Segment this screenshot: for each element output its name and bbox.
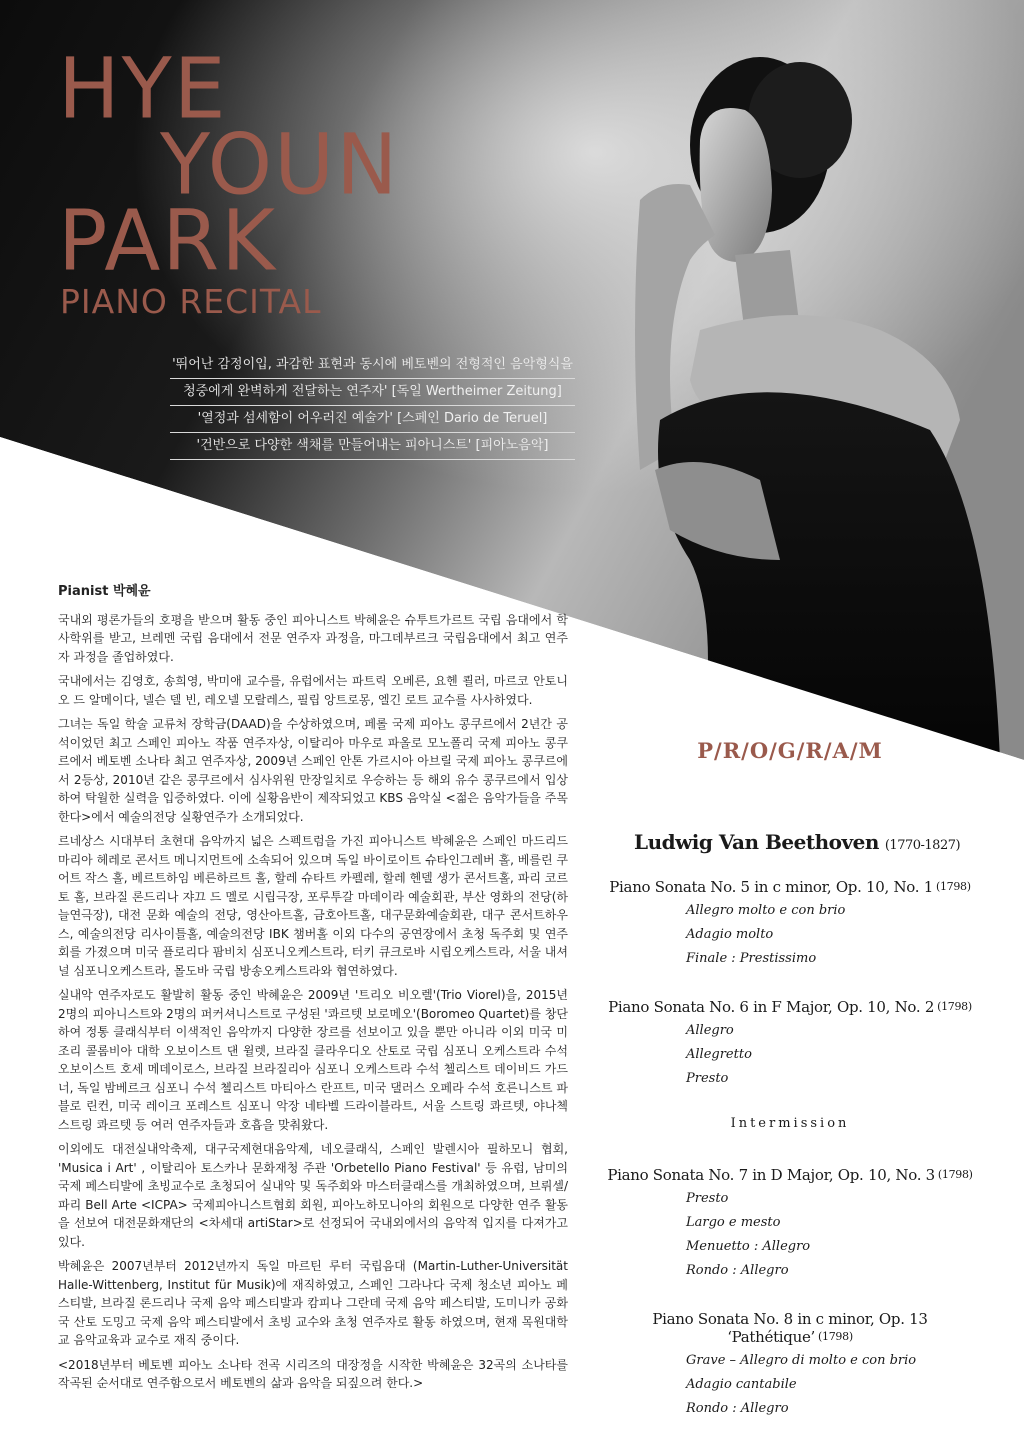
composer xyxy=(634,830,960,854)
movement: Allegretto xyxy=(686,1047,752,1062)
bio-paragraph: 박혜윤은 2007년부터 2012년까지 독일 마르틴 루터 국립음대 (Martin-Luther-Universität Halle-Wittenberg, Institut für Musik)에 재직하였고, 스페인 그라나다 국제 청소년 피아노 페스티발, 브라질 론드리나 국제 음악 페스티발과 캄피나 그란데 국제 음악 페스티발, 도미니카 공화국 산토 도밍고 국제 음악 페스티발에서 초빙 교수와 초청 연주자로 활동 하였으며, 현재 목원대학교 음악교육과 교수로 재직 중이다. xyxy=(58,1259,568,1347)
press-quote: '열정과 섬세함이 어우러진 예술가' [스페인 Dario de Teruel] xyxy=(170,406,575,433)
movement: Grave – Allegro di molto e con brio xyxy=(686,1353,917,1368)
piece-title: Piano Sonata No. 7 in D Major, Op. 10, No. 3 xyxy=(607,1166,935,1184)
movement: Allegro molto e con brio xyxy=(686,903,846,918)
biography xyxy=(58,583,568,1399)
movement: Largo e mesto xyxy=(686,1215,781,1230)
title-line-hye: HYE xyxy=(58,41,228,138)
bio-paragraph: 국내에서는 김영호, 송희영, 박미애 교수를, 유럽에서는 파트릭 오베른, 요헨 쾰러, 마르코 안토니오 드 알메이다, 넬슨 델 빈, 레오넬 모랄레스, 필립 앙트로몽, 엘긴 로트 교수를 사사하였다. xyxy=(58,674,568,707)
piece-year: (1798) xyxy=(935,880,971,893)
movement: Allegro xyxy=(686,1023,734,1038)
intermission-label: Intermission xyxy=(730,1116,850,1131)
composer-name: Ludwig Van Beethoven xyxy=(634,830,879,854)
program-title: P/R/O/G/R/A/M xyxy=(697,738,883,763)
piece-year: (1798) xyxy=(937,1000,972,1013)
movement: Presto xyxy=(686,1071,729,1086)
press-quote: '건반으로 다양한 색채를 만들어내는 피아니스트' [피아노음악] xyxy=(170,433,575,460)
bio-paragraph: 르네상스 시대부터 초현대 음악까지 넓은 스펙트럼을 가진 피아니스트 박혜윤은 스페인 마드리드 마리아 헤레로 콘서트 메니지먼트에 소속되어 있으며 독일 바이로이트 슈타인그레버 홀, 베를린 쿠어트 작스 홀, 베르트하임 베른하르트 홀, 할레 슈타트 카펠레, 할레 헨델 생가 콘서트홀, 파리 코르토 홀, 브라질 론드리나 쟈끄 드 멜로 시립극장, 포루투갈 마데이라 예술회관, 부산 영화의 전당(하늘연극장), 대전 문화 예술의 전당, 영산아트홀, 금호아트홀, 대구문화예술회관, 대구 콘서트하우스, 예술의전당 리사이틀홀, 예술의전당 IBK 챔버홀 이외 다수의 공연장에서 초청 독주회 및 연주회를 가졌으며 미국 플로리다 팜비치 심포니오케스트라, 터키 큐크로바 시립오케스트라, 서울 내셔널 심포니오케스트라, 몰도바 국립 방송오케스트라와 협연하였다. xyxy=(58,834,568,978)
bio-paragraph: 실내악 연주자로도 활발히 활동 중인 박혜윤은 2009년 '트리오 비오렐'(Trio Viorel)을, 2015년 2명의 피아니스트와 2명의 퍼커셔니스트로 구성된 '콰르텟 보로메오'(Boromeo Quartet)를 창단하여 정통 클래식부터 이색적인 음악까지 다양한 장르를 선보이고 있을 뿐만 아니라 이외 미국 미조리 콜롬비아 대학 오보이스트 댄 윌렛, 브라질 클라우디오 산토로 국립 심포니 오케스트라 수석 오보이스트 호세 메데이로스, 브라질 브라질리아 심포니 오케스트라 수석 첼리스트 데이비드 가드너, 독일 밤베르크 심포니 수석 첼리스트 마티아스 란프트, 미국 댈러스 오페라 수석 호른니스트 파블로 린컨, 미국 레이크 포레스트 심포니 악장 네타벨 드라이블라트, 서울 스트링 콰르텟, 야나첵 스트링 콰르텟 등 여러 연주자들과 호흡을 맞춰왔다. xyxy=(58,988,568,1132)
program-piece xyxy=(590,1310,990,1421)
title-line-youn: YOUN xyxy=(160,117,400,214)
bio-heading: Pianist 박혜윤 xyxy=(58,584,151,599)
piece-year: (1798) xyxy=(818,1330,853,1343)
movement: Rondo : Allegro xyxy=(686,1401,789,1416)
bio-paragraph: <2018년부터 베토벤 피아노 소나타 전곡 시리즈의 대장정을 시작한 박혜윤은 32곡의 소나타를 작곡된 순서대로 연주함으로서 베토벤의 삶과 음악을 되짚으려 한다.> xyxy=(58,1357,568,1390)
piece-year: (1798) xyxy=(937,1168,973,1181)
movement: Adagio cantabile xyxy=(686,1377,797,1392)
program-piece xyxy=(590,1166,990,1283)
movement: Presto xyxy=(686,1191,729,1206)
title-line-park: PARK xyxy=(58,193,278,290)
movement: Menuetto : Allegro xyxy=(686,1239,811,1254)
program-piece xyxy=(590,998,990,1091)
movement: Rondo : Allegro xyxy=(686,1263,789,1278)
movement: Adagio molto xyxy=(686,927,774,942)
press-quote: 청중에게 완벽하게 전달하는 연주자' [독일 Wertheimer Zeitung] xyxy=(170,379,575,406)
piece-title: Piano Sonata No. 5 in c minor, Op. 10, No. 1 xyxy=(609,878,933,896)
press-quote: '뛰어난 감정이입, 과감한 표현과 동시에 베토벤의 전형적인 음악형식을 xyxy=(170,352,575,379)
bio-paragraph: 그녀는 독일 학술 교류처 장학금(DAAD)을 수상하였으며, 페롤 국제 피아노 콩쿠르에서 2년간 공석이었던 최고 스페인 피아노 작품 연주자상, 이탈리아 마우로 파올로 모노폴리 국제 피아노 콩쿠르에서 베토벤 소나타 최고 연주자상, 2009년 스페인 안톤 가르시아 아브릴 국제 피아노 콩쿠르에서 2등상, 2010년 같은 콩쿠르에서 심사위원 만장일치로 우승하는 등 해외 유수 콩쿠르에서 입상하여 탁월한 실력을 입증하였다. 이에 실황음반이 제작되었고 KBS 음악실 <젊은 음악가들을 주목한다>에서 예술의전당 실황연주가 소개되었다. xyxy=(58,717,568,824)
recital-title xyxy=(58,41,400,321)
bio-paragraph: 이외에도 대전실내악축제, 대구국제현대음악제, 네오클래식, 스페인 발렌시아 필하모니 협회, 'Musica i Art' , 이탈리아 토스카나 문화재청 주관 'Orbetello Piano Festival' 등 유럽, 남미의 국제 페스티발에 초빙교수로 초청되어 실내악 및 독주회와 마스터클래스를 개최하였으며, 브뤼셀/파리 Bell Arte <ICPA> 국제피아니스트협회 회원, 피아노하모니아의 회원으로 다양한 연주 활동을 선보여 대전문화재단의 <차세대 artiStar>로 선정되어 국내외에서의 음악적 입지를 다져가고 있다. xyxy=(58,1142,568,1249)
movement: Finale : Prestissimo xyxy=(686,951,817,966)
piece-title: Piano Sonata No. 6 in F Major, Op. 10, No. 2 xyxy=(608,998,935,1016)
recital-subtitle: PIANO RECITAL xyxy=(60,282,322,321)
program-piece xyxy=(590,878,990,971)
press-quotes xyxy=(170,352,575,460)
composer-years: (1770-1827) xyxy=(884,838,961,853)
bio-paragraph: 국내외 평론가들의 호평을 받으며 활동 중인 피아니스트 박혜윤은 슈투트가르트 국립 음대에서 학사학위를 받고, 브레멘 국립 음대에서 전문 연주자 과정을, 마그데부르크 국립음대에서 최고 연주자 과정을 졸업하였다. xyxy=(58,612,568,664)
piece-title: Piano Sonata No. 8 in c minor, Op. 13 ‘Pathétique’ xyxy=(652,1310,928,1346)
